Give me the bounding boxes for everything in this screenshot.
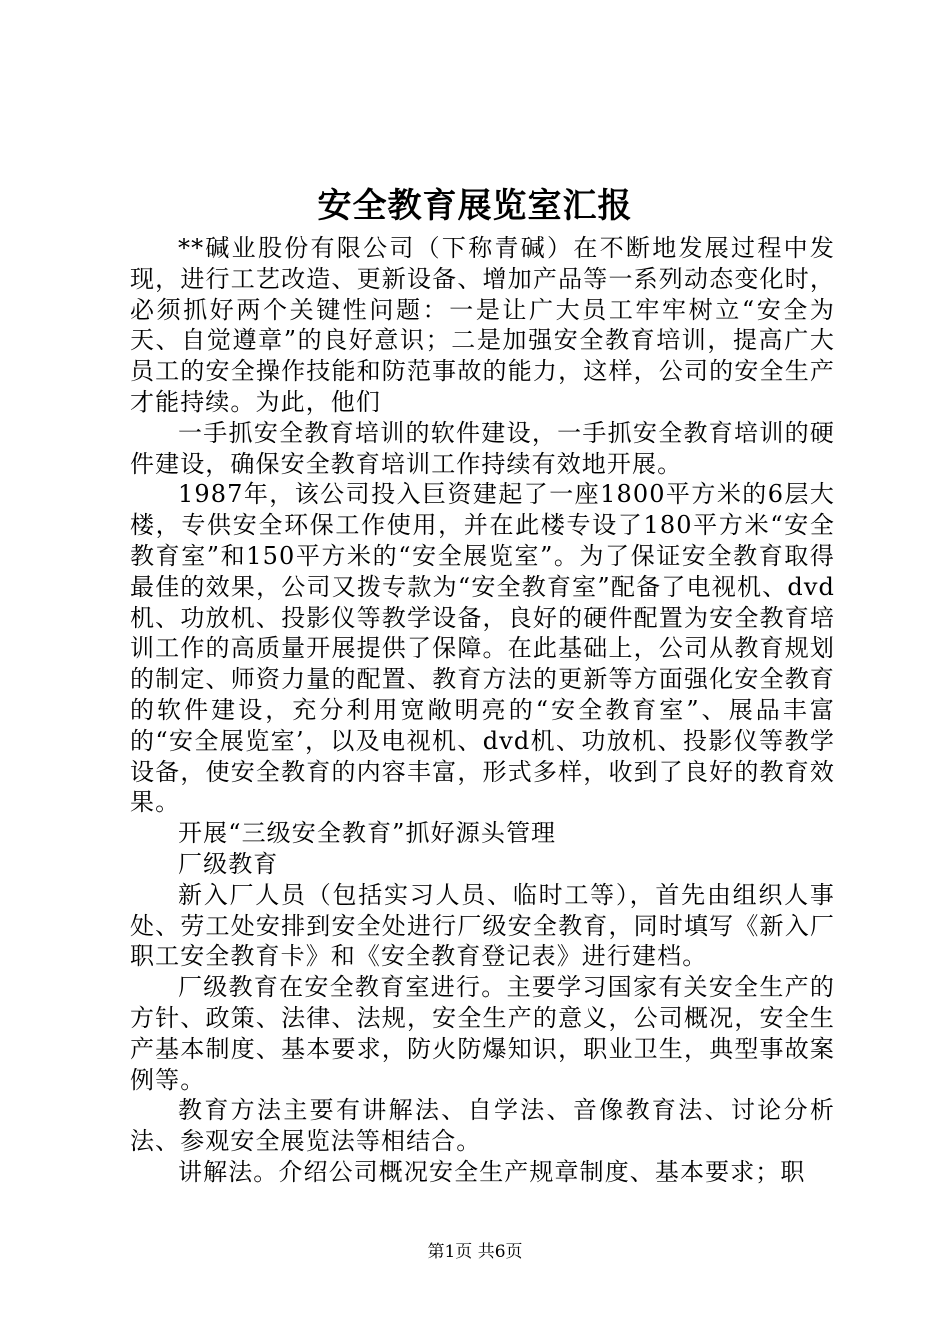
paragraph: 讲解法。介绍公司概况安全生产规章制度、基本要求；职 [178,1157,806,1186]
paragraph: **碱业股份有限公司（下称青碱）在不断地发展过程中发现，进行工艺改造、更新设备、增加产品等一系列动态变化时，必须抓好两个关键性问题：一是让广大员工牢牢树立“安全为天、自觉遵章”的良好意识；二是加强安全教育培训，提高广大员工的安全操作技能和防范事故的能力，这样，公司的安全生产才能持续。为此，他们 [130,234,835,416]
document-title: 安全教育展览室汇报 [317,186,633,226]
paragraph: 一手抓安全教育培训的软件建设，一手抓安全教育培训的硬件建设，确保安全教育培训工作持续有效地开展。 [130,418,835,478]
section-heading: 开展“三级安全教育”抓好源头管理 [178,819,557,848]
paragraph: 教育方法主要有讲解法、自学法、音像教育法、讨论分析法、参观安全展览法等相结合。 [130,1096,835,1156]
paragraph: 1987年，该公司投入巨资建起了一座1800平方米的6层大楼，专供安全环保工作使用，并在此楼专设了180平方米“安全教育室”和150平方米的“安全展览室”。为了保证安全教育取得最佳的效果，公司又拨专款为“安全教育室”配备了电视机、dvd机、功放机、投影仪等教学设备，良好的硬件配置为安全教育培训工作的高质量开展提供了保障。在此基础上，公司从教育规划的制定、师资力量的配置、教育方法的更新等方面强化安全教育的软件建设，充分利用宽敞明亮的“安全教育室”、展品丰富的“安全展览室’，以及电视机、dvd机、功放机、投影仪等教学设备，使安全教育的内容丰富，形式多样，收到了良好的教育效果。 [130,480,835,817]
paragraph: 新入厂人员（包括实习人员、临时工等），首先由组织人事处、劳工处安排到安全处进行厂级安全教育，同时填写《新入厂职工安全教育卡》和《安全教育登记表》进行建档。 [130,880,835,971]
subsection-heading: 厂级教育 [178,849,279,878]
page-indicator: 第1页 共6页 [427,1242,523,1262]
page-footer [0,1240,950,1264]
document-body [130,233,835,1188]
paragraph: 厂级教育在安全教育室进行。主要学习国家有关安全生产的方针、政策、法律、法规，安全生产的意义，公司概况，安全生产基本制度、基本要求，防火防爆知识，职业卫生，典型事故案例等。 [130,973,835,1094]
